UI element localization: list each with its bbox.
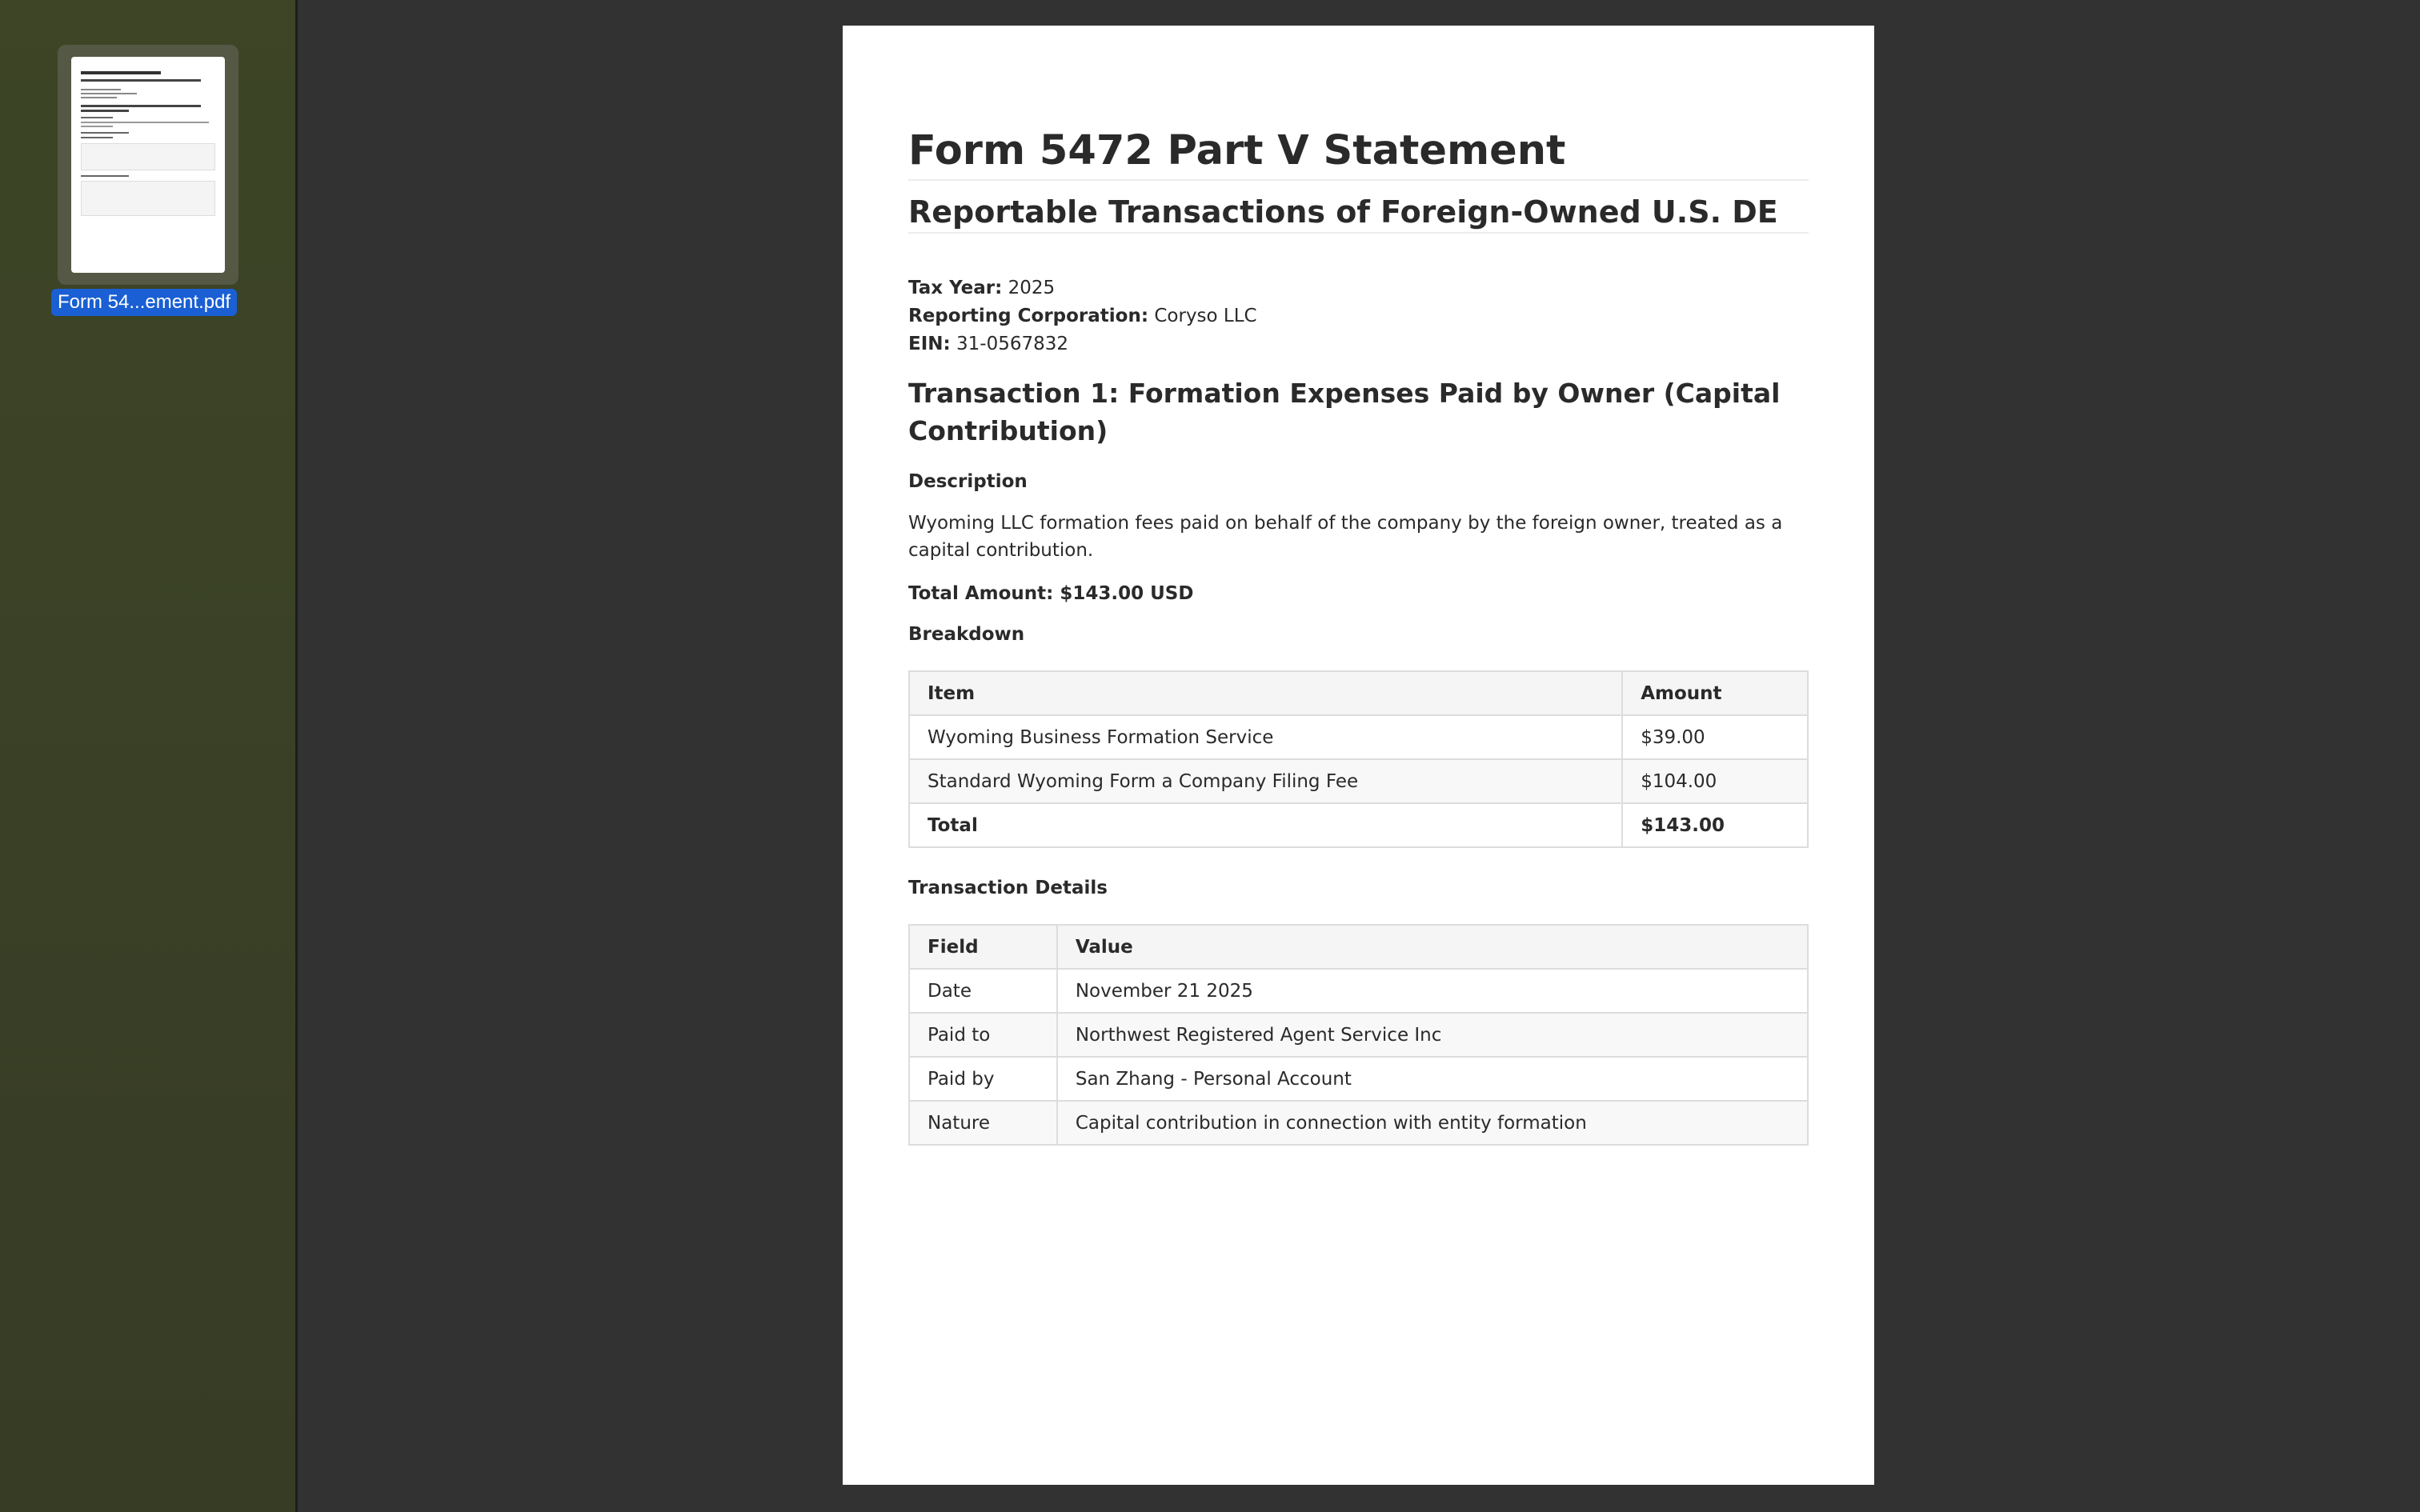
meta-value: Coryso LLC: [1154, 306, 1257, 326]
table-cell: Date: [909, 969, 1057, 1013]
column-header: Field: [909, 925, 1057, 969]
table-row: [909, 715, 1808, 759]
document-subtitle: Reportable Transactions of Foreign-Owned U.S. DE: [908, 192, 1809, 234]
thumbnail-page-preview: [71, 57, 225, 273]
table-cell: Wyoming Business Formation Service: [909, 715, 1622, 759]
table-row: [909, 1101, 1808, 1145]
meta-value: 2025: [1008, 278, 1056, 298]
description-text: Wyoming LLC formation fees paid on behalf of the company by the foreign owner, treated as a capital contribution.: [908, 513, 1783, 561]
total-amount: Total Amount: $143.00 USD: [908, 583, 1194, 604]
meta-label: EIN:: [908, 334, 951, 354]
meta-ein: [908, 330, 1257, 358]
column-header: Value: [1057, 925, 1808, 969]
page-thumbnail[interactable]: [58, 45, 238, 285]
table-row: [909, 759, 1808, 803]
table-cell: Northwest Registered Agent Service Inc: [1057, 1013, 1808, 1057]
table-cell: $39.00: [1622, 715, 1808, 759]
document-page: [843, 26, 1874, 1485]
table-header-row: [909, 671, 1808, 715]
table-cell: Paid to: [909, 1013, 1057, 1057]
table-cell: $143.00: [1622, 803, 1808, 847]
table-row: [909, 1057, 1808, 1101]
table-cell: Total: [909, 803, 1622, 847]
table-cell: Capital contribution in connection with entity formation: [1057, 1101, 1808, 1145]
table-cell: Paid by: [909, 1057, 1057, 1101]
table-row: [909, 969, 1808, 1013]
table-cell: San Zhang - Personal Account: [1057, 1057, 1808, 1101]
column-header: Item: [909, 671, 1622, 715]
meta-reporting-corporation: [908, 302, 1257, 330]
table-row: [909, 1013, 1808, 1057]
breakdown-heading: Breakdown: [908, 624, 1025, 645]
breakdown-table: [908, 670, 1809, 848]
table-cell: Standard Wyoming Form a Company Filing Fee: [909, 759, 1622, 803]
meta-label: Reporting Corporation:: [908, 306, 1149, 326]
meta-value: 31-0567832: [956, 334, 1069, 354]
thumbnail-filename-label[interactable]: Form 54...ement.pdf: [51, 289, 237, 316]
meta-tax-year: [908, 274, 1257, 302]
table-cell: Nature: [909, 1101, 1057, 1145]
document-title: Form 5472 Part V Statement: [908, 123, 1809, 181]
transaction-details-table: [908, 924, 1809, 1146]
table-cell: November 21 2025: [1057, 969, 1808, 1013]
meta-label: Tax Year:: [908, 278, 1003, 298]
column-header: Amount: [1622, 671, 1808, 715]
transaction-heading: Transaction 1: Formation Expenses Paid by Owner (Capital Contribution): [908, 378, 1781, 446]
sidebar: [0, 0, 298, 1512]
table-header-row: [909, 925, 1808, 969]
reporting-meta: [908, 274, 1257, 358]
table-total-row: [909, 803, 1808, 847]
description-heading: Description: [908, 471, 1028, 492]
table-cell: $104.00: [1622, 759, 1808, 803]
transaction-details-heading: Transaction Details: [908, 878, 1108, 898]
